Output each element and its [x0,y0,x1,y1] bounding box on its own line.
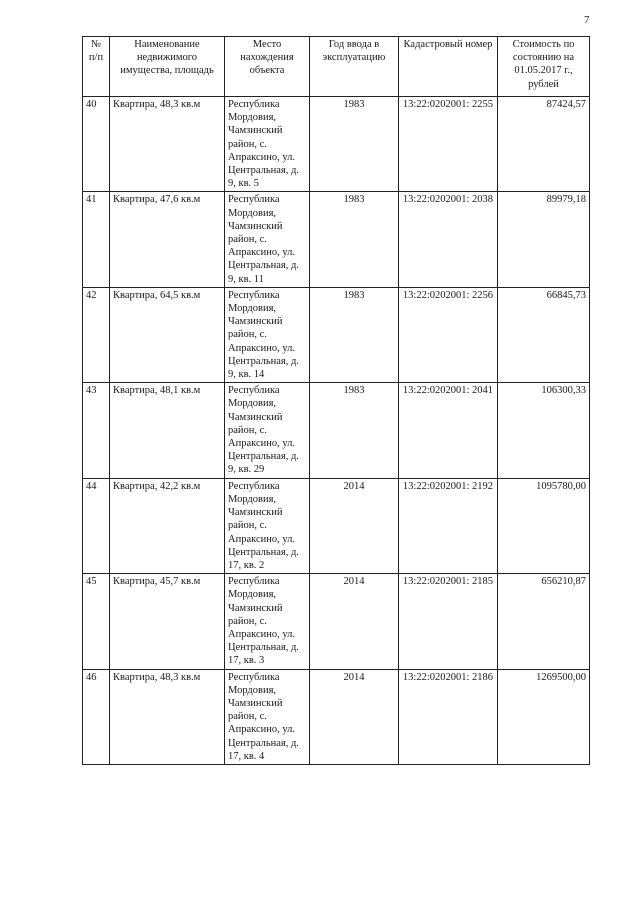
cell-number: 42 [83,287,110,382]
table-row [83,478,590,573]
cell-number: 41 [83,192,110,287]
cell-location: Республика Мордовия, Чамзинский район, с. Апраксино, ул. Центральная, д. 17, кв. 2 [225,478,310,573]
cell-year: 1983 [310,97,399,192]
cell-name: Квартира, 42,2 кв.м [110,478,225,573]
cell-cadastral: 13:22:0202001: 2255 [399,97,498,192]
cell-year: 2014 [310,478,399,573]
cell-cost: 106300,33 [498,383,590,478]
page-number: 7 [584,14,590,26]
cell-cost: 1095780,00 [498,478,590,573]
cell-location: Республика Мордовия, Чамзинский район, с. Апраксино, ул. Центральная, д. 9, кв. 29 [225,383,310,478]
cell-location: Республика Мордовия, Чамзинский район, с. Апраксино, ул. Центральная, д. 9, кв. 11 [225,192,310,287]
header-year: Год ввода в эксплуатацию [310,37,399,97]
cell-number: 45 [83,574,110,669]
cell-name: Квартира, 48,3 кв.м [110,669,225,764]
cell-year: 2014 [310,669,399,764]
cell-cadastral: 13:22:0202001: 2256 [399,287,498,382]
table-header-row [83,37,590,97]
cell-name: Квартира, 48,3 кв.м [110,97,225,192]
cell-cost: 66845,73 [498,287,590,382]
cell-year: 1983 [310,287,399,382]
header-location: Место нахождения объекта [225,37,310,97]
table-row [83,383,590,478]
table-row [83,669,590,764]
cell-location: Республика Мордовия, Чамзинский район, с. Апраксино, ул. Центральная, д. 9, кв. 5 [225,97,310,192]
cell-location: Республика Мордовия, Чамзинский район, с. Апраксино, ул. Центральная, д. 17, кв. 3 [225,574,310,669]
cell-number: 40 [83,97,110,192]
cell-year: 1983 [310,192,399,287]
table-row [83,287,590,382]
table-row [83,574,590,669]
cell-cost: 1269500,00 [498,669,590,764]
cell-number: 43 [83,383,110,478]
cell-cadastral: 13:22:0202001: 2192 [399,478,498,573]
cell-location: Республика Мордовия, Чамзинский район, с. Апраксино, ул. Центральная, д. 9, кв. 14 [225,287,310,382]
cell-cost: 87424,57 [498,97,590,192]
cell-year: 1983 [310,383,399,478]
cell-cadastral: 13:22:0202001: 2041 [399,383,498,478]
header-name: Наименование недвижимого имущества, площадь [110,37,225,97]
cell-cost: 89979,18 [498,192,590,287]
cell-cadastral: 13:22:0202001: 2186 [399,669,498,764]
cell-name: Квартира, 48,1 кв.м [110,383,225,478]
header-number: № п/п [83,37,110,97]
property-registry-table [82,36,590,765]
cell-cadastral: 13:22:0202001: 2185 [399,574,498,669]
cell-number: 44 [83,478,110,573]
table-row [83,192,590,287]
cell-cost: 656210,87 [498,574,590,669]
cell-location: Республика Мордовия, Чамзинский район, с. Апраксино, ул. Центральная, д. 17, кв. 4 [225,669,310,764]
table-row [83,97,590,192]
header-cadastral: Кадастровый номер [399,37,498,97]
cell-cadastral: 13:22:0202001: 2038 [399,192,498,287]
cell-name: Квартира, 45,7 кв.м [110,574,225,669]
header-cost: Стоимость по состоянию на 01.05.2017 г., рублей [498,37,590,97]
cell-year: 2014 [310,574,399,669]
cell-number: 46 [83,669,110,764]
cell-name: Квартира, 64,5 кв.м [110,287,225,382]
cell-name: Квартира, 47,6 кв.м [110,192,225,287]
